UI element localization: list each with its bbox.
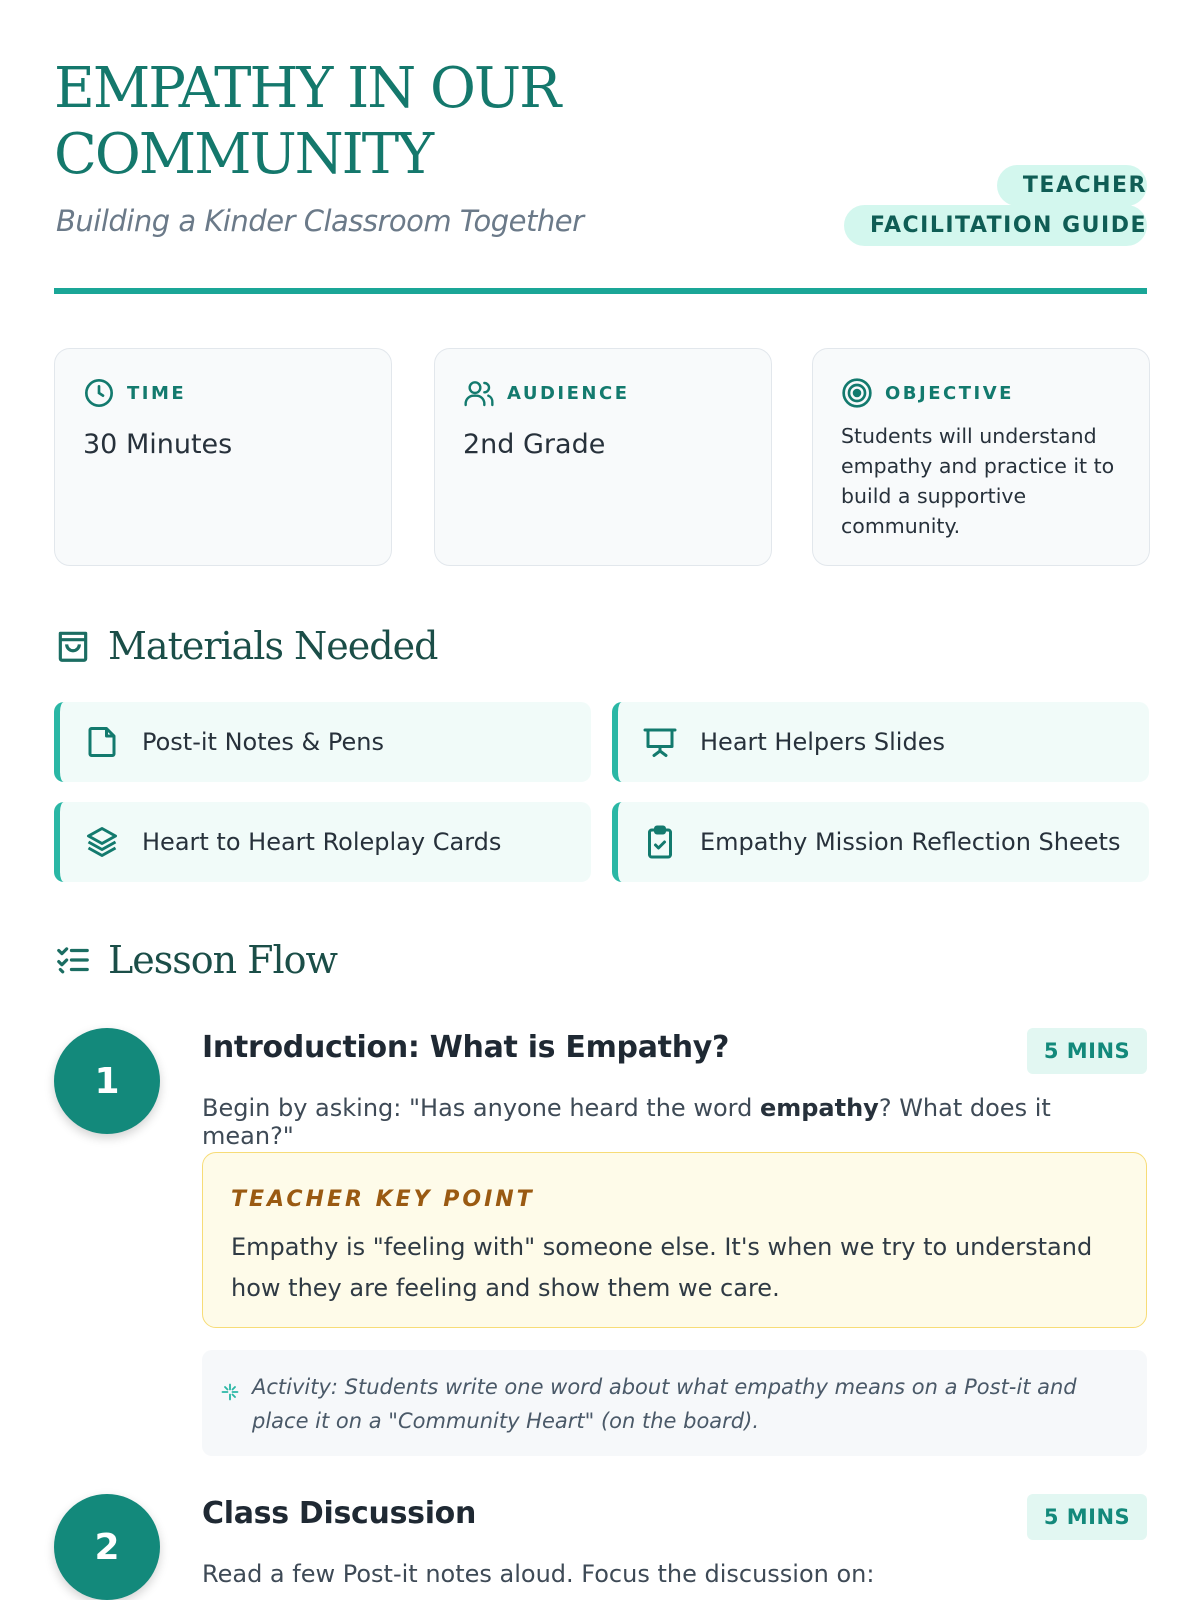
sparkle-icon [220, 1382, 240, 1402]
step-title: Introduction: What is Empathy? [202, 1030, 730, 1065]
key-point-text: Empathy is "feeling with" someone else. It's when we try to understand how they are feeling and show them we care. [231, 1233, 1093, 1302]
audience-card [434, 348, 772, 566]
audience-value: 2nd Grade [463, 429, 606, 460]
page-subtitle: Building a Kinder Classroom Together [56, 204, 584, 238]
material-item [612, 702, 1149, 782]
step-description [202, 1094, 1147, 1150]
objective-card [812, 348, 1150, 566]
duration-badge: 5 MINS [1027, 1494, 1147, 1540]
material-label: Empathy Mission Reflection Sheets [700, 828, 1121, 856]
sticky-note-icon [84, 724, 120, 760]
activity-note [202, 1350, 1147, 1456]
shopping-bag-icon [54, 627, 92, 665]
step-description-emphasis: empathy [759, 1094, 879, 1122]
page-title: EMPATHY IN OUR COMMUNITY [54, 56, 560, 187]
time-value: 30 Minutes [83, 429, 233, 460]
materials-heading-label: Materials Needed [108, 624, 438, 668]
material-item [54, 702, 591, 782]
step-description-text: Begin by asking: "Has anyone heard the word [202, 1094, 760, 1122]
step-number: 2 [54, 1494, 160, 1600]
step-description-text: ? What does it mean?" [202, 1094, 1051, 1150]
lesson-flow-heading [54, 938, 337, 982]
guide-badge-label: TEACHER FACILITATION GUIDE [844, 165, 1147, 246]
key-point-label: TEACHER KEY POINT [231, 1187, 535, 1212]
objective-label: OBJECTIVE [885, 382, 1014, 404]
materials-heading [54, 624, 437, 668]
header-divider [54, 288, 1147, 294]
teacher-key-point [202, 1152, 1147, 1328]
clock-icon [83, 377, 115, 409]
presentation-icon [642, 724, 678, 760]
users-icon [463, 377, 495, 409]
clipboard-check-icon [642, 824, 678, 860]
guide-badge [822, 166, 1147, 246]
checklist-icon [54, 941, 92, 979]
target-icon [841, 377, 873, 409]
layers-icon [84, 824, 120, 860]
time-card [54, 348, 392, 566]
objective-text: Students will understand empathy and practice it to build a supportive community. [841, 424, 1115, 538]
lesson-flow-heading-label: Lesson Flow [108, 938, 338, 982]
step-title: Class Discussion [202, 1496, 477, 1531]
activity-text: Activity: Students write one word about what empathy means on a Post-it and place it on a "Community Heart" (on the board). [252, 1375, 1077, 1433]
material-label: Heart Helpers Slides [700, 728, 945, 756]
material-label: Post-it Notes & Pens [142, 728, 384, 756]
time-label: TIME [127, 382, 187, 404]
material-label: Heart to Heart Roleplay Cards [142, 828, 502, 856]
duration-badge: 5 MINS [1027, 1028, 1147, 1074]
step-number: 1 [54, 1028, 160, 1134]
material-item [54, 802, 591, 882]
material-item [612, 802, 1149, 882]
step-description: Read a few Post-it notes aloud. Focus the discussion on: [202, 1560, 875, 1588]
audience-label: AUDIENCE [507, 382, 630, 404]
